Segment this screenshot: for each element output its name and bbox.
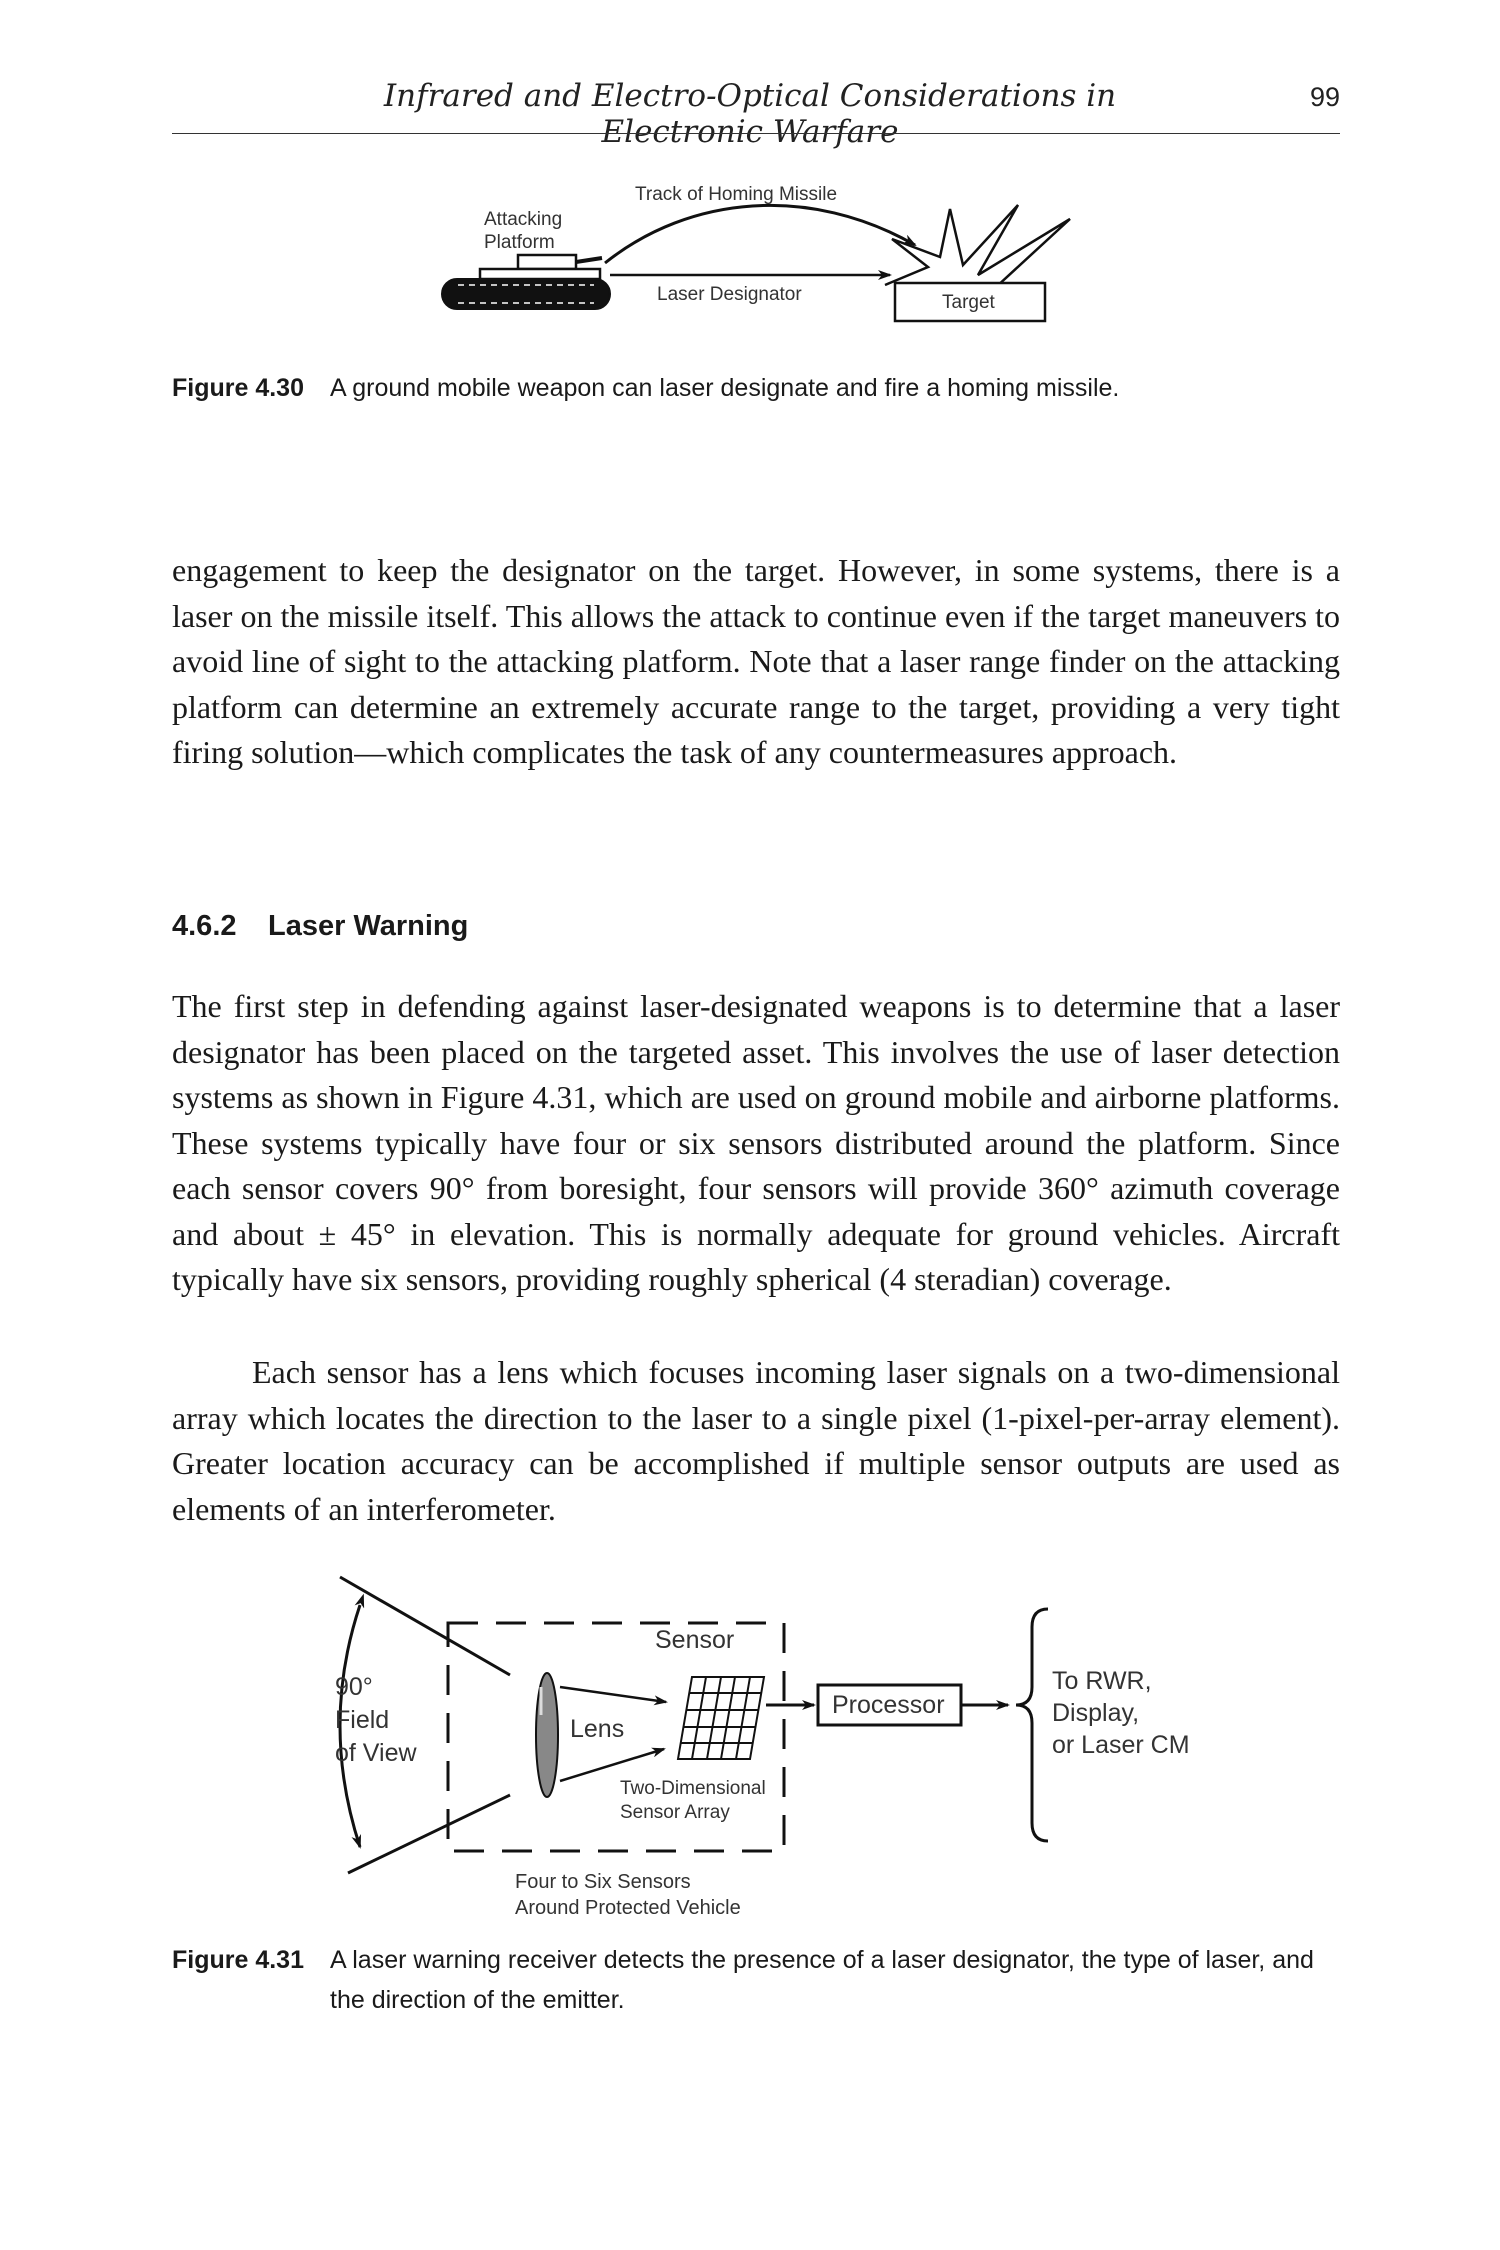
label-processor: Processor [832, 1691, 945, 1719]
label-track-homing-missile: Track of Homing Missile [635, 184, 838, 205]
body-paragraph: The first step in defending against laser-designated weapons is to determine that a laser designator has been placed on the targeted asset. This involves the use of laser detection systems as shown in Figure 4.31, which are used on ground mobile and airborne platforms. These systems typically have four or six sensors distributed around the platform. Since each sensor covers 90° from boresight, four sensors will provide 360° azimuth coverage and about ± 45° in elevation. This is normally adequate for ground vehicles. Aircraft typically have six sensors, providing roughly spherical (4 steradian) coverage. [172, 988, 1340, 1297]
explosion-icon [885, 205, 1070, 288]
body-paragraph: engagement to keep the designator on the target. However, in some systems, there is a laser on the missile itself. This allows the attack to continue even if the target maneuvers to avoid line of sight to the attacking platform. Note that a laser range finder on the attacking platform can determine an extremely accurate range to the target, providing a very tight firing solution—which complicates the task of any countermeasures approach. [172, 552, 1340, 770]
output-label-2: Display, [1052, 1699, 1140, 1727]
label-laser-designator: Laser Designator [657, 284, 802, 305]
body-paragraph: Each sensor has a lens which focuses incoming laser signals on a two-dimensional array which locates the direction to the laser to a single pixel (1-pixel-per-array element). Greater location accuracy can be accomplished if multiple sensor outputs are used as elements of an interferometer. [172, 1354, 1340, 1527]
section-number: 4.6.2 [172, 910, 237, 942]
label-lens: Lens [570, 1715, 625, 1743]
output-brace [1016, 1609, 1048, 1841]
lens-icon [536, 1673, 558, 1797]
label-attacking-platform-1: Attacking [484, 209, 563, 230]
running-header-title: Infrared and Electro-Optical Considerations in Electronic Warfare [383, 78, 1117, 150]
missile-track-arc [605, 205, 915, 263]
figure-4-31-caption [172, 1940, 1340, 2020]
header-rule [172, 133, 1340, 134]
section-title: Laser Warning [268, 910, 469, 942]
caption-label: Figure 4.30 [172, 374, 304, 402]
sensor-array-grid [678, 1677, 764, 1759]
array-label-2: Sensor Array [620, 1802, 730, 1823]
page-number: 99 [1309, 82, 1340, 112]
label-attacking-platform-2: Platform [484, 232, 555, 253]
caption-label: Figure 4.31 [172, 1946, 304, 1974]
output-label-1: To RWR, [1052, 1667, 1152, 1695]
label-target: Target [942, 292, 995, 313]
figure-4-30-diagram [430, 175, 1110, 335]
section-heading [172, 910, 468, 943]
fov-lower-line [348, 1795, 510, 1873]
bottom-label-2: Around Protected Vehicle [515, 1897, 741, 1919]
bottom-label-1: Four to Six Sensors [515, 1871, 691, 1893]
figure-4-31-diagram [320, 1575, 1220, 1920]
focus-arrow-upper [560, 1687, 666, 1702]
caption-text: A ground mobile weapon can laser designate and fire a homing missile. [330, 374, 1120, 402]
fov-label-1: 90° [335, 1673, 373, 1701]
caption-text: A laser warning receiver detects the presence of a laser designator, the type of laser, and the direction of the emitter. [330, 1946, 1314, 2014]
tank-icon [442, 255, 610, 309]
fov-upper-line [340, 1577, 510, 1675]
focus-arrow-lower [560, 1749, 664, 1781]
figure-4-30-caption [172, 368, 1340, 408]
label-sensor: Sensor [655, 1626, 735, 1654]
fov-label-2: Field [335, 1706, 390, 1734]
fov-label-3: of View [335, 1739, 417, 1767]
array-label-1: Two-Dimensional [620, 1778, 766, 1799]
output-label-3: or Laser CM [1052, 1731, 1190, 1759]
